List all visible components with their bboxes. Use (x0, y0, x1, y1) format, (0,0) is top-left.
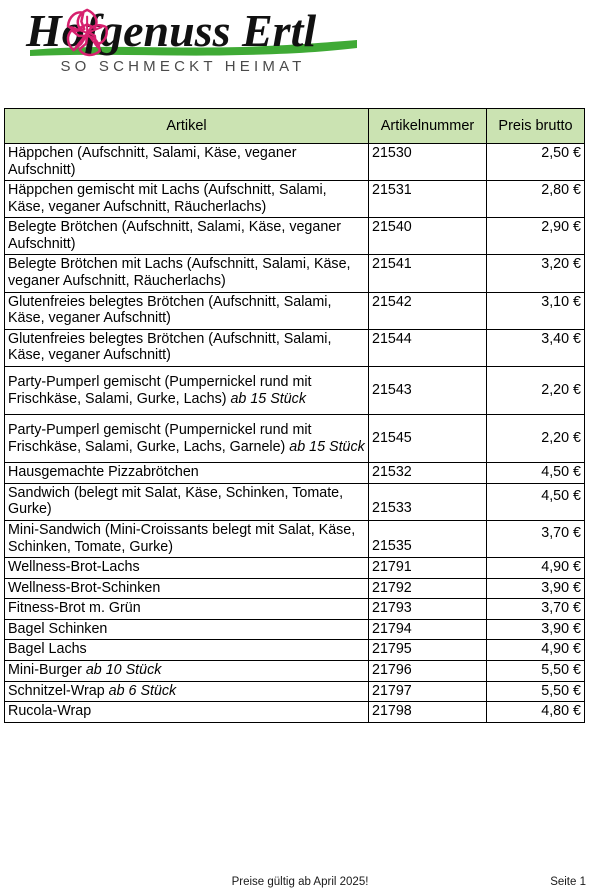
footer-validity-note: Preise gültig ab April 2025! (231, 876, 369, 888)
cell-article-name: Mini-Sandwich (Mini-Croissants belegt mit Salat, Käse, Schinken, Tomate, Gurke) (5, 520, 369, 557)
cell-article-number: 21796 (369, 661, 487, 682)
table-row (5, 181, 585, 218)
cell-article-name: Häppchen (Aufschnitt, Salami, Käse, veganer Aufschnitt) (5, 144, 369, 181)
cell-article-name: Mini-Burger ab 10 Stück (5, 661, 369, 682)
table-row (5, 218, 585, 255)
cell-article-name: Sandwich (belegt mit Salat, Käse, Schinken, Tomate, Gurke) (5, 483, 369, 520)
cell-article-name: Wellness-Brot-Lachs (5, 558, 369, 579)
cell-price: 3,90 € (487, 578, 585, 599)
cell-article-number: 21541 (369, 255, 487, 292)
cell-article-name: Schnitzel-Wrap ab 6 Stück (5, 681, 369, 702)
cell-article-number: 21530 (369, 144, 487, 181)
price-table (4, 108, 585, 723)
cell-article-name: Belegte Brötchen mit Lachs (Aufschnitt, Salami, Käse, veganer Aufschnitt, Räucherlachs) (5, 255, 369, 292)
cell-price: 3,40 € (487, 329, 585, 366)
cell-article-name: Glutenfreies belegtes Brötchen (Aufschnitt, Salami, Käse, veganer Aufschnitt) (5, 292, 369, 329)
cell-price: 2,80 € (487, 181, 585, 218)
table-row (5, 463, 585, 484)
column-header-number: Artikelnummer (369, 109, 487, 144)
cell-article-qualifier: ab 15 Stück (289, 438, 365, 455)
cell-article-number: 21543 (369, 366, 487, 414)
cell-price: 5,50 € (487, 661, 585, 682)
cell-article-name: Bagel Lachs (5, 640, 369, 661)
cell-price: 4,90 € (487, 558, 585, 579)
cell-price: 5,50 € (487, 681, 585, 702)
cell-article-name: Party-Pumperl gemischt (Pumpernickel rund mit Frischkäse, Salami, Gurke, Lachs, Garnele) ab 15 Stück (5, 415, 369, 463)
cell-article-name: Häppchen gemischt mit Lachs (Aufschnitt, Salami, Käse, veganer Aufschnitt, Räucherlachs) (5, 181, 369, 218)
cell-article-number: 21544 (369, 329, 487, 366)
cell-article-name: Glutenfreies belegtes Brötchen (Aufschnitt, Salami, Käse, veganer Aufschnitt) (5, 329, 369, 366)
table-row (5, 619, 585, 640)
column-header-article: Artikel (5, 109, 369, 144)
cell-article-name: Rucola-Wrap (5, 702, 369, 723)
table-row (5, 661, 585, 682)
cell-article-name: Bagel Schinken (5, 619, 369, 640)
cell-article-number: 21795 (369, 640, 487, 661)
cell-article-name: Fitness-Brot m. Grün (5, 599, 369, 620)
cell-article-number: 21532 (369, 463, 487, 484)
table-row (5, 599, 585, 620)
table-row (5, 520, 585, 557)
table-row (5, 366, 585, 414)
cell-article-qualifier: ab 15 Stück (230, 390, 306, 407)
table-row (5, 255, 585, 292)
cell-article-number: 21794 (369, 619, 487, 640)
cell-price: 2,20 € (487, 415, 585, 463)
cell-price: 4,50 € (487, 483, 585, 520)
brand-tagline: SO SCHMECKT HEIMAT (60, 58, 306, 75)
cell-price: 3,90 € (487, 619, 585, 640)
cell-price: 2,50 € (487, 144, 585, 181)
brand-logo (12, 4, 372, 64)
table-row (5, 702, 585, 723)
cell-price: 2,20 € (487, 366, 585, 414)
footer-page-number: Seite 1 (550, 876, 586, 888)
cell-article-name: Belegte Brötchen (Aufschnitt, Salami, Käse, veganer Aufschnitt) (5, 218, 369, 255)
cell-price: 3,70 € (487, 599, 585, 620)
cell-article-qualifier: ab 6 Stück (108, 682, 177, 699)
table-row (5, 292, 585, 329)
table-row (5, 415, 585, 463)
cell-article-name: Party-Pumperl gemischt (Pumpernickel rund mit Frischkäse, Salami, Gurke, Lachs) ab 15 Stück (5, 366, 369, 414)
cell-article-number: 21540 (369, 218, 487, 255)
cell-price: 4,50 € (487, 463, 585, 484)
table-row (5, 558, 585, 579)
table-row (5, 144, 585, 181)
column-header-price: Preis brutto (487, 109, 585, 144)
brand-wordmark: Hofgenuss Ertl (26, 5, 317, 56)
table-row (5, 483, 585, 520)
cell-article-number: 21542 (369, 292, 487, 329)
brand-header (0, 0, 600, 96)
table-row (5, 329, 585, 366)
table-row (5, 578, 585, 599)
table-row (5, 640, 585, 661)
cell-price: 4,90 € (487, 640, 585, 661)
cell-article-number: 21531 (369, 181, 487, 218)
cell-price: 4,80 € (487, 702, 585, 723)
cell-article-number: 21545 (369, 415, 487, 463)
cell-price: 3,20 € (487, 255, 585, 292)
cell-price: 2,90 € (487, 218, 585, 255)
price-table-container (4, 108, 584, 723)
cell-article-qualifier: ab 10 Stück (85, 662, 162, 679)
cell-price: 3,70 € (487, 520, 585, 557)
cell-article-name: Wellness-Brot-Schinken (5, 578, 369, 599)
cell-article-number: 21792 (369, 578, 487, 599)
cell-article-name: Hausgemachte Pizzabrötchen (5, 463, 369, 484)
table-row (5, 681, 585, 702)
cell-article-number: 21797 (369, 681, 487, 702)
cell-article-number: 21793 (369, 599, 487, 620)
cell-article-number: 21798 (369, 702, 487, 723)
cell-price: 3,10 € (487, 292, 585, 329)
cell-article-number: 21791 (369, 558, 487, 579)
page-footer (0, 876, 600, 896)
table-header-row (5, 109, 585, 144)
cell-article-number: 21535 (369, 520, 487, 557)
table-body (5, 144, 585, 723)
cell-article-number: 21533 (369, 483, 487, 520)
